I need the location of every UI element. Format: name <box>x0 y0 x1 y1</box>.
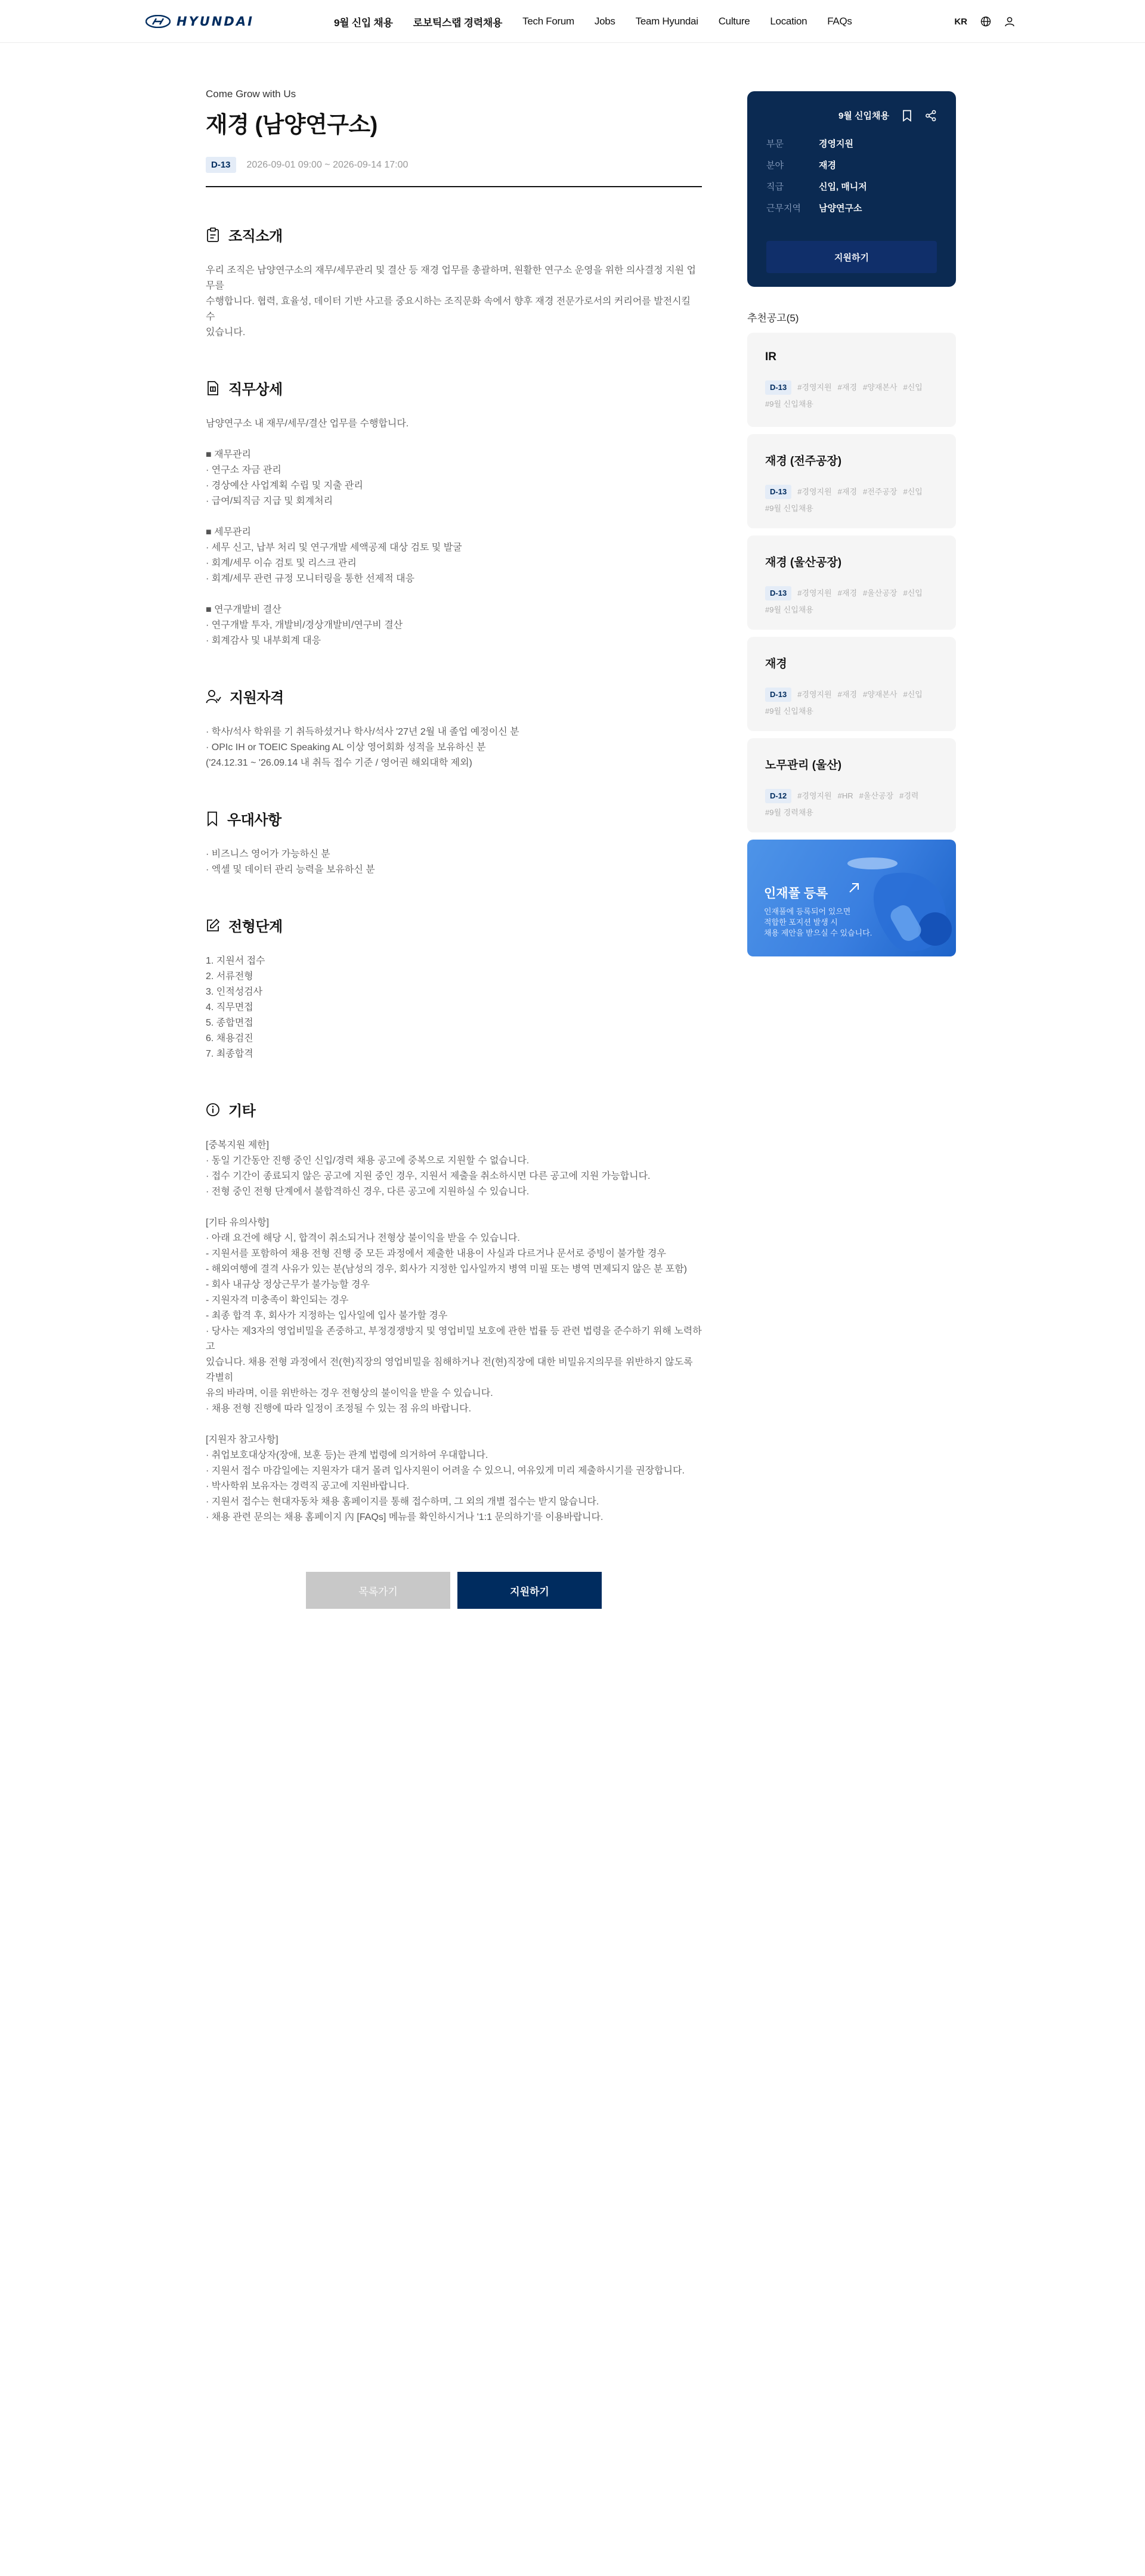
dday-badge: D-13 <box>765 485 791 499</box>
summary-key: 부문 <box>766 139 784 149</box>
nav-item-robotics[interactable]: 로보틱스랩 경력채용 <box>413 17 503 29</box>
header-utilities <box>954 0 1015 43</box>
tag: #재경 <box>837 589 858 597</box>
recommend-tags <box>765 484 938 517</box>
section-title: 기타 <box>228 1103 256 1119</box>
tag: #양재본사 <box>863 383 898 392</box>
recommend-card-title: IR <box>765 351 776 363</box>
tag: #신입 <box>903 690 923 699</box>
dday-badge: D-13 <box>765 586 791 600</box>
tag: #재경 <box>837 487 858 496</box>
summary-info <box>766 138 937 215</box>
share-icon[interactable] <box>925 110 937 122</box>
person-icon <box>206 689 221 704</box>
tag: #신입 <box>903 383 923 392</box>
language-toggle[interactable]: KR <box>954 16 967 27</box>
section-job-detail <box>206 377 702 649</box>
recommend-tags <box>765 788 938 821</box>
section-organization <box>206 224 702 340</box>
tag: #울산공장 <box>859 791 894 800</box>
tag: #울산공장 <box>863 589 898 597</box>
arrow-up-right-icon <box>847 881 861 894</box>
nav-item-sep-recruit[interactable]: 9월 신입 채용 <box>334 17 393 29</box>
summary-category: 9월 신입채용 <box>838 111 889 121</box>
recommend-card-title: 노무관리 (울산) <box>765 759 842 772</box>
nav-item-tech-forum[interactable]: Tech Forum <box>522 16 574 27</box>
summary-row <box>766 181 937 193</box>
sidebar-apply-button[interactable]: 지원하기 <box>766 241 937 273</box>
section-title: 조직소개 <box>228 228 283 244</box>
edit-icon <box>206 918 220 933</box>
summary-value: 신입, 매니저 <box>819 182 867 192</box>
tag: #경영지원 <box>797 589 832 597</box>
section-etc <box>206 1099 702 1525</box>
tag: #경영지원 <box>797 791 832 800</box>
section-title: 지원자격 <box>230 690 284 706</box>
logo[interactable] <box>146 14 254 29</box>
dday-badge: D-13 <box>765 688 791 702</box>
recommend-tags <box>765 585 938 618</box>
tag: #전주공장 <box>863 487 898 496</box>
section-title: 우대사항 <box>227 812 281 828</box>
tag: #HR <box>837 791 853 800</box>
summary-row <box>766 160 937 172</box>
tag: #경영지원 <box>797 690 832 699</box>
tag: #9월 경력채용 <box>765 808 813 817</box>
banner-text: 인재풀에 등록되어 있으면 적합한 포지션 발생 시 채용 제안을 받으실 수 있습니다. <box>764 907 872 937</box>
dday-badge: D-13 <box>765 380 791 395</box>
tag: #9월 신입채용 <box>765 605 813 614</box>
section-body: 우리 조직은 남양연구소의 재무/세무관리 및 결산 등 재경 업무를 총괄하며, 원활한 연구소 운영을 위한 의사결정 지원 업무를 수행합니다. 협력, 효율성, 데이터 기반 사고를 중요시하는 조직문화 속에서 향후 재경 전문가로서의 커리어를 발전시킬 수 있습니다. <box>206 265 696 338</box>
tag: #신입 <box>903 589 923 597</box>
recommend-card[interactable] <box>747 434 956 528</box>
recommend-title: 추천공고(5) <box>747 312 799 324</box>
section-title: 전형단계 <box>228 919 283 935</box>
document-icon <box>206 380 220 396</box>
recommend-card[interactable] <box>747 333 956 427</box>
logo-text: HYUNDAI <box>177 14 254 29</box>
tag: #재경 <box>837 383 858 392</box>
section-body: · 학사/석사 학위를 기 취득하셨거나 학사/석사 '27년 2월 내 졸업 예정이신 분 · OPIc IH or TOEIC Speaking AL 이상 영어회화 성적을 보유하신 분 ('24.12.31 ~ '26.09.14 내 취득 접수 기준 / 영어권 해외대학 제외) <box>206 727 519 768</box>
nav-item-faqs[interactable]: FAQs <box>827 16 852 27</box>
tag: #9월 신입채용 <box>765 504 813 513</box>
summary-row <box>766 203 937 215</box>
recommend-card[interactable] <box>747 738 956 832</box>
tag: #재경 <box>837 690 858 699</box>
recommend-tags <box>765 686 938 720</box>
globe-icon[interactable] <box>980 16 991 27</box>
banner-title: 인재풀 등록 <box>764 887 828 900</box>
nav-item-culture[interactable]: Culture <box>718 16 750 27</box>
recommend-card-title: 재경 <box>765 658 787 670</box>
recommend-tags <box>765 379 938 413</box>
list-button[interactable]: 목록가기 <box>306 1572 450 1609</box>
tag: #경력 <box>899 791 919 800</box>
recommend-card[interactable] <box>747 637 956 731</box>
job-meta <box>206 157 702 187</box>
job-detail <box>206 88 702 1609</box>
nav-item-team-hyundai[interactable]: Team Hyundai <box>635 16 698 27</box>
tag: #경영지원 <box>797 487 832 496</box>
summary-key: 근무지역 <box>766 203 801 213</box>
job-summary-card <box>747 91 956 287</box>
dday-badge: D-12 <box>765 789 791 803</box>
tag: #9월 신입채용 <box>765 400 813 408</box>
nav-item-location[interactable]: Location <box>770 16 807 27</box>
clipboard-icon <box>206 227 220 243</box>
summary-value: 경영지원 <box>819 139 853 149</box>
recruit-period: 2026-09-01 09:00 ~ 2026-09-14 17:00 <box>246 159 409 170</box>
bookmark-icon <box>206 811 219 826</box>
recommend-card[interactable] <box>747 535 956 630</box>
hyundai-logo-icon <box>146 15 171 28</box>
top-header <box>0 0 1145 43</box>
main-nav <box>334 0 852 43</box>
section-qualification <box>206 686 702 771</box>
summary-key: 직급 <box>766 182 784 192</box>
eyebrow: Come Grow with Us <box>206 88 296 100</box>
tag: #양재본사 <box>863 690 898 699</box>
section-preference <box>206 808 702 878</box>
talent-pool-banner[interactable] <box>747 840 956 956</box>
apply-button[interactable]: 지원하기 <box>457 1572 602 1609</box>
sidebar <box>747 91 956 956</box>
summary-key: 분야 <box>766 160 784 171</box>
section-body: [중복지원 제한] · 동일 기간동안 진행 중인 신입/경력 채용 공고에 중복으로 지원할 수 없습니다. · 접수 기간이 종료되지 않은 공고에 지원 중인 경우, 지원서 제출을 취소하시면 다른 공고에 지원 가능합니다. · 전형 중인 전형 단계에서 불합격하신 경우, 다른 공고에 지원하실 수 있습니다. [기타 유의사항] · 아래 요건에 해당 시, 합격이 취소되거나 전형상 불이익을 받을 수 있습니다. - 지원서를 포함하여 채용 전형 진행 중 모든 과정에서 제출한 내용이 사실과 다르거나 문서로 증빙이 불가할 경우 - 해외여행에 결격 사유가 있는 분(남성의 경우, 회사가 지정한 입사일까지 병역 미필 또는 병역 면제되지 않은 분 포함) - 회사 내규상 정상근무가 불가능할 경우 - 지원자격 미충족이 확인되는 경우 - 최종 합격 후, 회사가 지정하는 입사일에 입사 불가할 경우 · 당사는 제3자의 영업비밀을 존중하고, 부정경쟁방지 및 영업비밀 보호에 관한 법률 등 관련 법령을 준수하기 위해 노력하고 있습니다. 채용 전형 과정에서 전(현)직장의 영업비밀을 침해하거나 전(현)직장에 대한 비밀유지의무를 위반하지 않도록 각별히 유의 바라며, 이를 위반하는 경우 전형상의 불이익을 받을 수 있습니다. · 채용 전형 진행에 따라 일정이 조정될 수 있는 점 유의 바랍니다. [지원자 참고사항] · 취업보호대상자(장애, 보훈 등)는 관계 법령에 의거하여 우대합니다. · 지원서 접수 마감일에는 지원자가 대거 몰려 입사지원이 어려울 수 있으니, 여유있게 미리 제출하시기를 권장합니다. · 박사학위 보유자는 경력직 공고에 지원바랍니다. · 지원서 접수는 현대자동차 채용 홈페이지를 통해 접수하며, 그 외의 개별 접수는 받지 않습니다. · 채용 관련 문의는 채용 홈페이지 內 [FAQs] 메뉴를 확인하시거나 '1:1 문의하기'를 이용바랍니다. <box>206 1140 702 1522</box>
tag: #경영지원 <box>797 383 832 392</box>
info-icon <box>206 1103 220 1117</box>
tag: #신입 <box>903 487 923 496</box>
tag: #9월 신입채용 <box>765 707 813 716</box>
dday-badge: D-13 <box>206 157 236 173</box>
section-title: 직무상세 <box>228 382 283 398</box>
section-process <box>206 915 702 1062</box>
section-body: · 비즈니스 영어가 가능하신 분 · 엑셀 및 데이터 관리 능력을 보유하신 분 <box>206 849 375 875</box>
user-icon[interactable] <box>1004 16 1015 27</box>
section-body: 1. 지원서 접수 2. 서류전형 3. 인적성검사 4. 직무면접 5. 종합면접 6. 채용검진 7. 최종합격 <box>206 956 265 1059</box>
recommend-card-title: 재경 (울산공장) <box>765 556 842 569</box>
summary-value: 재경 <box>819 160 836 171</box>
page-title: 재경 (남양연구소) <box>206 113 377 138</box>
summary-row <box>766 138 937 150</box>
summary-value: 남양연구소 <box>819 203 862 213</box>
bottom-actions <box>206 1572 702 1609</box>
nav-item-jobs[interactable]: Jobs <box>594 16 615 27</box>
section-body: 남양연구소 내 재무/세무/결산 업무를 수행합니다. ■ 재무관리 · 연구소 자금 관리 · 경상예산 사업계획 수립 및 지출 관리 · 급여/퇴직금 지급 및 회계처리 ■ 세무관리 · 세무 신고, 납부 처리 및 연구개발 세액공제 대상 검토 및 발굴 · 회계/세무 이슈 검토 및 리스크 관리 · 회계/세무 관련 규정 모니터링을 통한 선제적 대응 ■ 연구개발비 결산 · 연구개발 투자, 개발비/경상개발비/연구비 결산 · 회계감사 및 내부회계 대응 <box>206 419 462 646</box>
bookmark-icon[interactable] <box>902 110 912 122</box>
recommend-card-title: 재경 (전주공장) <box>765 455 842 467</box>
